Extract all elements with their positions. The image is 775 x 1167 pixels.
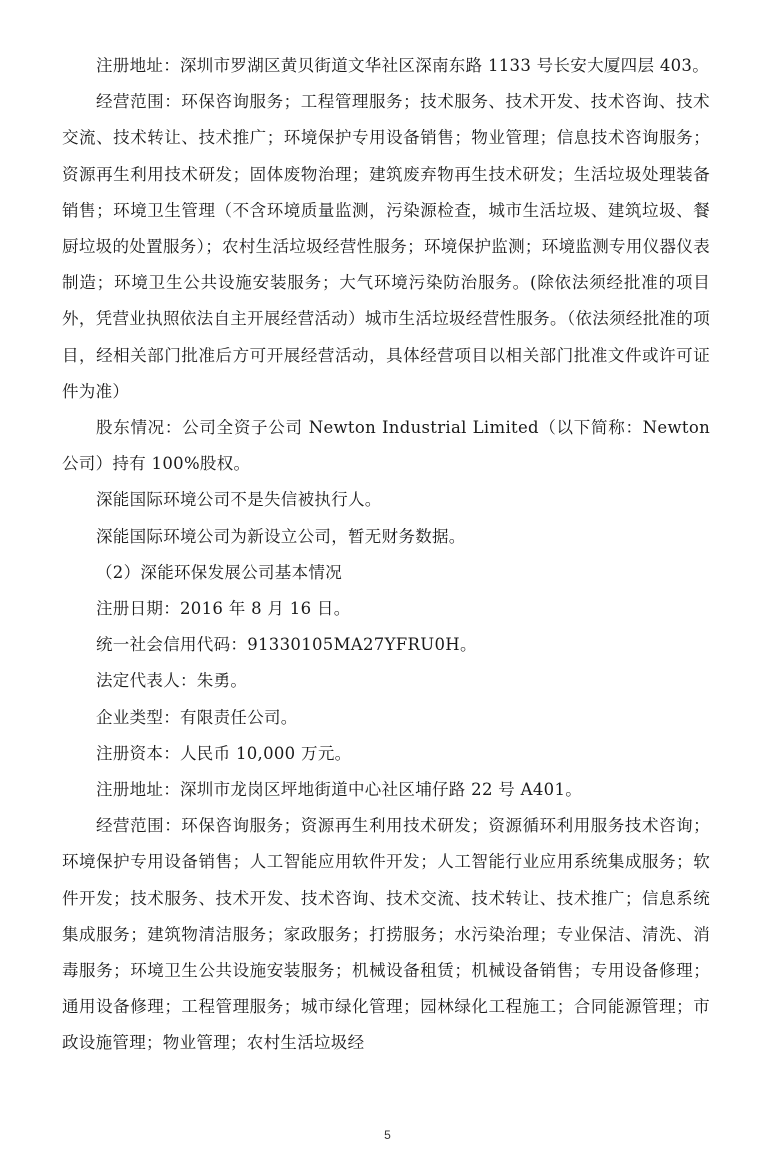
document-body — [62, 48, 710, 1062]
company1-dishonest-status: 深能国际环境公司不是失信被执行人。 — [96, 490, 382, 510]
company2-business-scope: 经营范围：环保咨询服务；资源再生利用技术研发；资源循环利用服务技术咨询；环境保护专用设备销售；人工智能应用软件开发；人工智能行业应用系统集成服务；软件开发；技术服务、技术开发、技术咨询、技术交流、技术转让、技术推广；信息系统集成服务；建筑物清洁服务；家政服务；打捞服务；水污染治理；专业保洁、清洗、消毒服务；环境卫生公共设施安装服务；机械设备租赁；机械设备销售；专用设备修理；通用设备修理；工程管理服务；城市绿化管理；园林绿化工程施工；合同能源管理；市政设施管理；物业管理；农村生活垃圾经 — [62, 816, 710, 1053]
company2-credit-code: 统一社会信用代码：91330105MA27YFRU0H。 — [96, 635, 477, 655]
company2-section-heading: （2）深能环保发展公司基本情况 — [96, 562, 342, 582]
company1-financial-data: 深能国际环境公司为新设立公司，暂无财务数据。 — [96, 526, 466, 546]
company1-address: 注册地址：深圳市罗湖区黄贝街道文华社区深南东路 1133 号长安大厦四层 403。 — [96, 56, 710, 75]
company2-enterprise-type: 企业类型：有限责任公司。 — [96, 707, 298, 727]
company1-business-scope: 经营范围：环保咨询服务；工程管理服务；技术服务、技术开发、技术咨询、技术交流、技术转让、技术推广；环境保护专用设备销售；物业管理；信息技术咨询服务；资源再生利用技术研发；固体废物治理；建筑废弃物再生技术研发；生活垃圾处理装备销售；环境卫生管理（不含环境质量监测，污染源检查，城市生活垃圾、建筑垃圾、餐厨垃圾的处置服务）；农村生活垃圾经营性服务；环境保护监测；环境监测专用仪器仪表制造；环境卫生公共设施安装服务；大气环境污染防治服务。(除依法须经批准的项目外，凭营业执照依法自主开展经营活动）城市生活垃圾经营性服务。（依法须经批准的项目，经相关部门批准后方可开展经营活动，具体经营项目以相关部门批准文件或许可证件为准） — [62, 92, 710, 401]
page-number: 5 — [384, 1128, 391, 1142]
company2-registered-capital: 注册资本：人民币 10,000 万元。 — [96, 743, 352, 763]
company2-registration-date: 注册日期：2016 年 8 月 16 日。 — [96, 599, 351, 619]
company2-address: 注册地址：深圳市龙岗区坪地街道中心社区埔仔路 22 号 A401。 — [96, 780, 583, 800]
company2-legal-representative: 法定代表人：朱勇。 — [96, 671, 248, 691]
company1-shareholder: 股东情况：公司全资子公司 Newton Industrial Limited（以下简称：Newton 公司）持有 100%股权。 — [62, 418, 710, 474]
